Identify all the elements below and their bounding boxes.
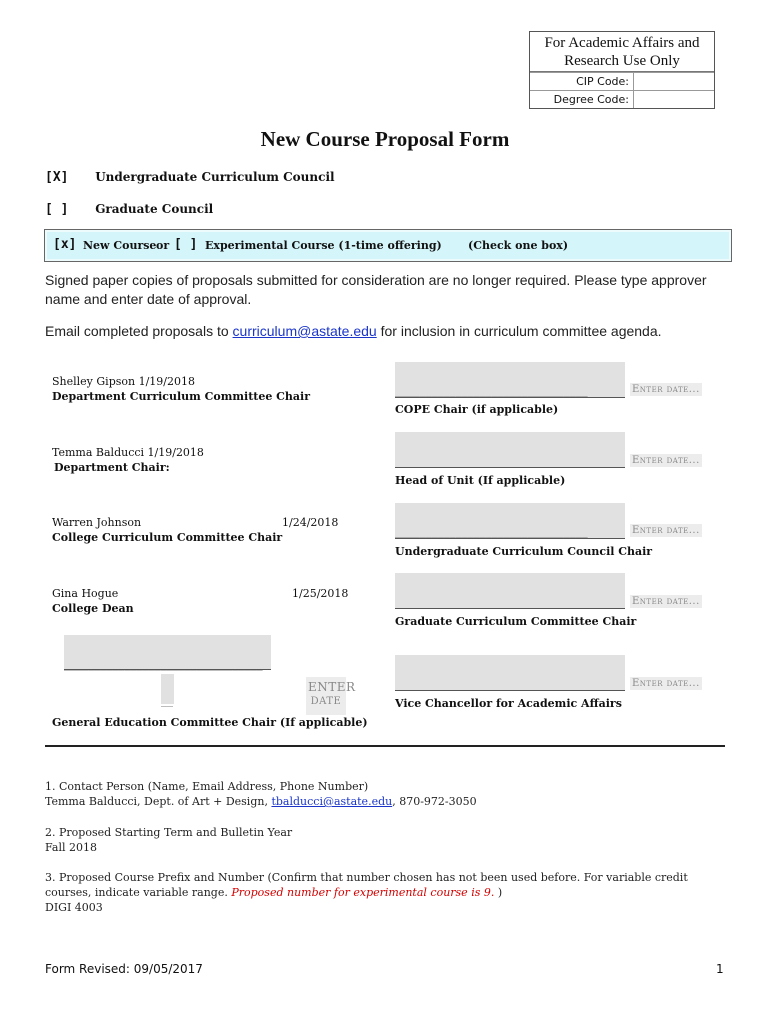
vcaa-role: Vice Chancellor for Academic Affairs: [395, 697, 622, 710]
gcc-date-field[interactable]: Enter date...: [632, 596, 700, 607]
check-one-instruction: (Check one box): [468, 239, 569, 252]
form-revised-date: Form Revised: 09/05/2017: [45, 962, 203, 976]
email-prefix: Email completed proposals to: [45, 323, 233, 339]
contact-suffix: , 870-972-3050: [392, 795, 477, 808]
contact-email-link[interactable]: tbalducci@astate.edu: [271, 795, 393, 808]
prefix-section: [45, 870, 725, 915]
form-title: New Course Proposal Form: [260, 127, 510, 151]
or-label: or: [156, 239, 170, 252]
experimental-course-label: Experimental Course (1-time offering): [205, 239, 442, 252]
prefix-heading: [45, 870, 725, 900]
graduate-council-label: Graduate Council: [95, 202, 214, 216]
office-use-box: [529, 31, 715, 109]
contact-value: [45, 794, 725, 809]
vcaa-signature-line: ________________________________: [395, 680, 588, 691]
page-number: 1: [716, 962, 724, 976]
contact-heading: 1. Contact Person (Name, Email Address, Phone Number): [45, 780, 369, 793]
ucc-date-field[interactable]: Enter date...: [632, 525, 700, 536]
undergraduate-council-label: Undergraduate Curriculum Council: [95, 170, 335, 184]
new-course-checkbox[interactable]: [x]: [53, 237, 77, 252]
signer-role: Department Chair:: [54, 461, 170, 474]
signature-notice: Signed paper copies of proposals submitted for consideration are no longer required. Please type approver name and enter date of approval.: [45, 272, 707, 307]
term-heading: 2. Proposed Starting Term and Bulletin Year: [45, 826, 293, 839]
signer-role: College Curriculum Committee Chair: [52, 531, 283, 544]
signer-name: Warren Johnson: [52, 516, 142, 529]
signer-name: Gina Hogue: [52, 587, 119, 600]
gcc-signature-line: ________________________________: [395, 598, 588, 609]
graduate-council-checkbox[interactable]: [ ]: [45, 202, 69, 217]
gen-ed-extra-line: __: [161, 696, 174, 707]
section-divider: [45, 745, 725, 747]
head-of-unit-signature-line: ________________________________: [395, 457, 588, 468]
vcaa-date-field[interactable]: Enter date...: [632, 678, 700, 689]
graduate-council-option[interactable]: [45, 202, 213, 217]
new-course-label: New Course: [83, 239, 157, 252]
curriculum-email-link[interactable]: curriculum@astate.edu: [232, 323, 377, 339]
signer-date: 1/24/2018: [282, 516, 339, 529]
cip-code-field[interactable]: [634, 73, 714, 90]
undergraduate-council-checkbox[interactable]: [X]: [45, 170, 69, 185]
gen-ed-date-field[interactable]: [306, 677, 356, 715]
term-section: [45, 825, 725, 855]
cope-date-field[interactable]: Enter date...: [632, 384, 700, 395]
signer-name-date: Shelley Gipson 1/19/2018: [52, 375, 195, 388]
degree-code-label: Degree Code:: [530, 91, 634, 108]
gen-ed-date-placeholder-1: ENTER: [308, 680, 356, 694]
prefix-close: ): [494, 886, 503, 899]
cope-role: COPE Chair (if applicable): [395, 403, 559, 416]
undergraduate-council-option[interactable]: [45, 170, 335, 185]
office-use-title-line2: Research Use Only: [564, 53, 680, 69]
cope-signature-line: ________________________________: [395, 386, 588, 397]
signer-date: 1/25/2018: [292, 587, 349, 600]
cip-code-row: [530, 72, 714, 90]
ucc-role: Undergraduate Curriculum Council Chair: [395, 545, 653, 558]
signer-college-curriculum: [52, 515, 282, 545]
contact-prefix: Temma Balducci, Dept. of Art + Design,: [45, 795, 272, 808]
gen-ed-date-placeholder-2: DATE: [310, 696, 342, 707]
gcc-role: Graduate Curriculum Committee Chair: [395, 615, 637, 628]
office-use-title-line1: For Academic Affairs and: [544, 35, 700, 51]
ucc-signature-line: ________________________________: [395, 527, 588, 538]
course-type-box: [44, 229, 732, 262]
signer-role: Department Curriculum Committee Chair: [52, 390, 311, 403]
head-of-unit-date-field[interactable]: Enter date...: [632, 455, 700, 466]
degree-code-row: [530, 90, 714, 108]
signer-dept-curriculum: [52, 374, 310, 404]
degree-code-field[interactable]: [634, 91, 714, 108]
prefix-heading-text: 3. Proposed Course Prefix and Number (Confirm that number chosen has not been used before. For variable credit courses, indicate variable range.: [45, 871, 688, 899]
email-suffix: for inclusion in curriculum committee agenda.: [376, 323, 662, 339]
office-use-title: [530, 32, 714, 72]
signer-dept-chair: [52, 445, 204, 475]
prefix-value: DIGI 4003: [45, 901, 103, 914]
experimental-course-checkbox[interactable]: [ ]: [174, 237, 198, 252]
prefix-note: Proposed number for experimental course is 9.: [231, 886, 495, 899]
cip-code-label: CIP Code:: [530, 73, 634, 90]
contact-section: [45, 779, 725, 809]
signer-role: College Dean: [52, 602, 134, 615]
signer-college-dean: [52, 586, 134, 616]
email-instructions: [45, 322, 725, 341]
term-value: Fall 2018: [45, 841, 97, 854]
gen-ed-signature-line: _________________________________: [64, 660, 263, 671]
signer-name-date: Temma Balducci 1/19/2018: [52, 446, 204, 459]
head-of-unit-role: Head of Unit (If applicable): [395, 474, 566, 487]
gen-ed-role: General Education Committee Chair (If applicable): [52, 716, 368, 729]
